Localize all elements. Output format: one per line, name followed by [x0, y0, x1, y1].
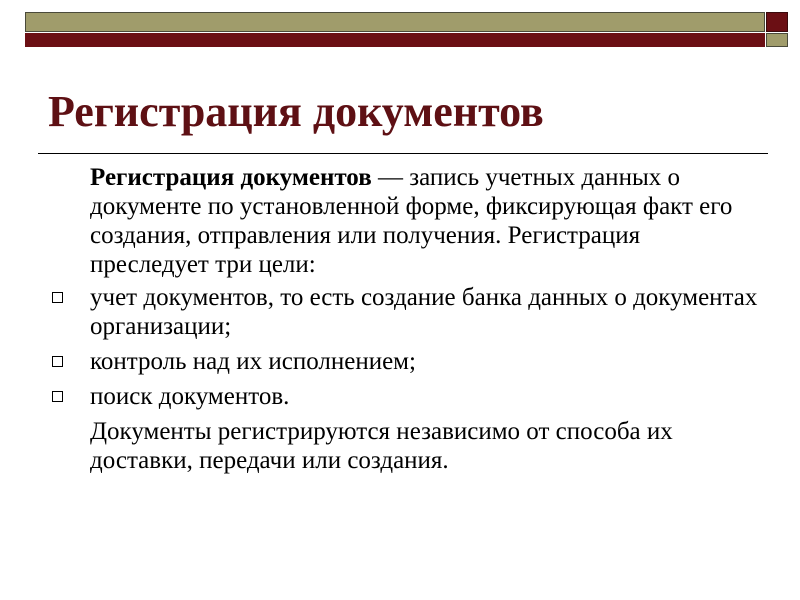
slide-title: Регистрация документов [48, 87, 544, 136]
list-item-text: контроль над их исполнением; [90, 348, 416, 375]
list-item [0, 347, 800, 376]
intro-paragraph [0, 163, 800, 279]
list-item [0, 382, 800, 411]
hollow-square-bullet-icon [52, 356, 63, 367]
list-item-text: поиск документов. [90, 383, 290, 410]
definition-text: — запись учетных данных о документе по установленной форме, фиксирующая факт его создания, отправления или получения. Регистрация преследует три цели: [90, 164, 733, 278]
header-band-olive [25, 12, 765, 32]
title-divider [38, 153, 768, 154]
header-band-maroon [25, 33, 765, 47]
slide-content [0, 163, 800, 479]
hollow-square-bullet-icon [52, 391, 63, 402]
list-item-text: учет документов, то есть создание банка данных о документах организации; [90, 284, 758, 340]
corner-square-olive [766, 33, 788, 47]
closing-paragraph: Документы регистрируются независимо от способа их доставки, передачи или создания. [90, 418, 673, 474]
defined-term: Регистрация документов [90, 164, 372, 191]
list-item [0, 283, 800, 341]
corner-square-maroon [766, 12, 788, 32]
hollow-square-bullet-icon [52, 292, 63, 303]
